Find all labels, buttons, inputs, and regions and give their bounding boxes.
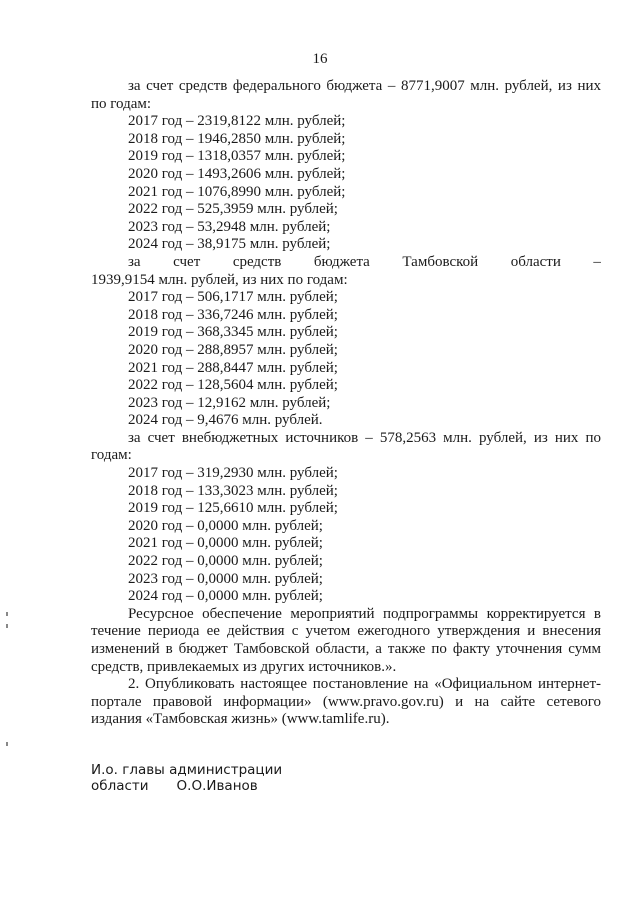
signature-row bbox=[91, 778, 282, 794]
page-number: 16 bbox=[312, 51, 328, 67]
scan-margin-mark bbox=[6, 612, 8, 616]
regional-intro-word: Тамбовской bbox=[402, 253, 479, 270]
regional-year-line: 2020 год – 288,8957 млн. рублей; bbox=[128, 341, 338, 358]
publish-paragraph: 2. Опубликовать настоящее постановление на «Официальном интернет-портале правовой информации» (www.pravo.gov.ru) и на сайте сетевого издания «Тамбовская жизнь» (www.tamlife.ru). bbox=[91, 676, 601, 728]
document-body bbox=[91, 78, 601, 729]
federal-year-line: 2021 год – 1076,8990 млн. рублей; bbox=[128, 183, 346, 200]
regional-intro-word: средств bbox=[232, 253, 282, 270]
regional-year-line: 2017 год – 506,1717 млн. рублей; bbox=[128, 289, 338, 306]
federal-year-line: 2022 год – 525,3959 млн. рублей; bbox=[128, 201, 338, 218]
federal-year-line: 2020 год – 1493,2606 млн. рублей; bbox=[128, 165, 346, 182]
federal-year-line: 2019 год – 1318,0357 млн. рублей; bbox=[128, 148, 346, 165]
regional-year-line: 2021 год – 288,8447 млн. рублей; bbox=[128, 359, 338, 376]
regional-year-line: 2023 год – 12,9162 млн. рублей; bbox=[128, 394, 331, 411]
regional-year-line: 2019 год – 368,3345 млн. рублей; bbox=[128, 324, 338, 341]
regional-intro-word: области bbox=[510, 253, 561, 270]
regional-intro-line bbox=[91, 254, 601, 272]
federal-intro: за счет средств федерального бюджета – 8771,9007 млн. рублей, из них по годам: bbox=[91, 78, 601, 112]
regional-intro-word: бюджета bbox=[313, 253, 370, 270]
extrabudget-year-line: 2021 год – 0,0000 млн. рублей; bbox=[128, 535, 323, 552]
scan-margin-mark bbox=[6, 624, 8, 628]
federal-year-line: 2017 год – 2319,8122 млн. рублей; bbox=[128, 113, 346, 130]
regional-year-line: 2018 год – 336,7246 млн. рублей; bbox=[128, 306, 338, 323]
regional-intro-rest: 1939,9154 млн. рублей, из них по годам: bbox=[91, 271, 348, 288]
federal-year-line: 2024 год – 38,9175 млн. рублей; bbox=[128, 236, 331, 253]
regional-years-list bbox=[91, 289, 601, 430]
regional-intro-word: за bbox=[128, 253, 141, 270]
regional-intro-word: счет bbox=[173, 253, 201, 270]
federal-years-list bbox=[91, 113, 601, 254]
regional-year-line: 2022 год – 128,5604 млн. рублей; bbox=[128, 377, 338, 394]
signature-block bbox=[91, 762, 282, 794]
extrabudget-year-line: 2017 год – 319,2930 млн. рублей; bbox=[128, 465, 338, 482]
resource-paragraph: Ресурсное обеспечение мероприятий подпрограммы корректируется в течение периода ее действия с учетом ежегодного утверждения и внесения изменений в бюджет Тамбовской области, а также по факту уточнения сумм средств, привлекаемых из других источников.». bbox=[91, 605, 601, 675]
extrabudget-year-line: 2024 год – 0,0000 млн. рублей; bbox=[128, 588, 323, 605]
regional-intro-word: – bbox=[593, 253, 601, 270]
extrabudget-year-line: 2018 год – 133,3023 млн. рублей; bbox=[128, 482, 338, 499]
federal-year-line: 2018 год – 1946,2850 млн. рублей; bbox=[128, 130, 346, 147]
extrabudget-year-line: 2022 год – 0,0000 млн. рублей; bbox=[128, 553, 323, 570]
signature-title: И.о. главы администрации bbox=[91, 762, 283, 778]
federal-year-line: 2023 год – 53,2948 млн. рублей; bbox=[128, 218, 331, 235]
signature-region: области bbox=[91, 778, 149, 794]
signatory-name: О.О.Иванов bbox=[176, 778, 258, 794]
regional-year-line: 2024 год – 9,4676 млн. рублей. bbox=[128, 412, 323, 429]
extrabudget-year-line: 2023 год – 0,0000 млн. рублей; bbox=[128, 570, 323, 587]
extrabudget-intro: за счет внебюджетных источников – 578,2563 млн. рублей, из них по годам: bbox=[91, 429, 601, 464]
extrabudget-years-list bbox=[91, 465, 601, 606]
extrabudget-year-line: 2019 год – 125,6610 млн. рублей; bbox=[128, 500, 338, 517]
scan-margin-mark bbox=[6, 742, 8, 746]
extrabudget-year-line: 2020 год – 0,0000 млн. рублей; bbox=[128, 517, 323, 534]
